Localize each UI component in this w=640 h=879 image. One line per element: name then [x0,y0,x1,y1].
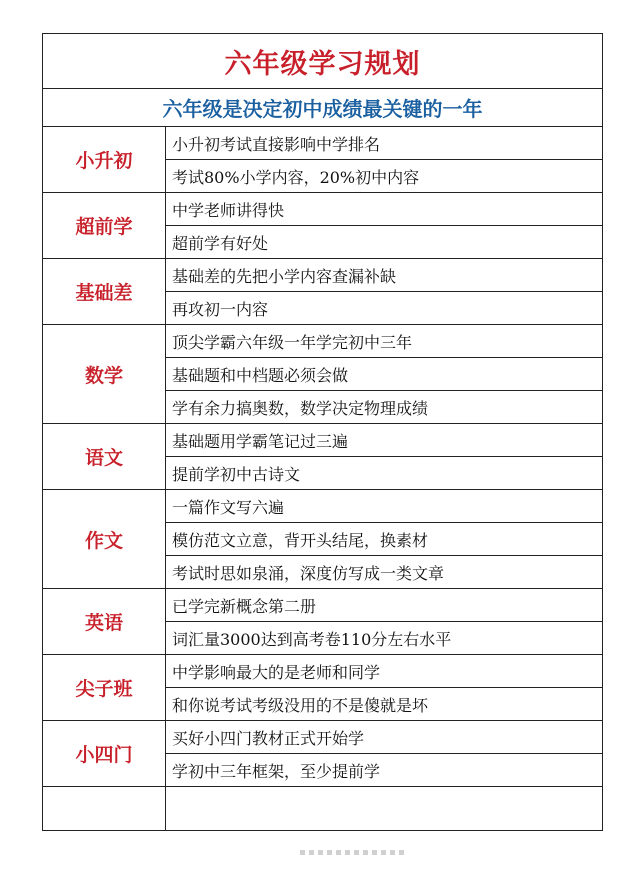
section-item: 中学老师讲得快 [166,193,603,226]
watermark-dots [300,850,404,855]
section-item: 基础题和中档题必须会做 [166,358,603,391]
section-item: 已学完新概念第二册 [166,589,603,622]
section-category: 小升初 [43,127,166,193]
section-item: 顶尖学霸六年级一年学完初中三年 [166,325,603,358]
section-row [43,490,603,523]
blank-cell [166,787,603,831]
section-category: 英语 [43,589,166,655]
section-category: 超前学 [43,193,166,259]
section-item: 学有余力搞奥数，数学决定物理成绩 [166,391,603,424]
section-item: 买好小四门教材正式开始学 [166,721,603,754]
section-item: 和你说考试考级没用的不是傻就是坏 [166,688,603,721]
section-category: 作文 [43,490,166,589]
section-category: 数学 [43,325,166,424]
section-item: 提前学初中古诗文 [166,457,603,490]
title-row [43,34,603,89]
section-item: 学初中三年框架，至少提前学 [166,754,603,787]
section-row [43,655,603,688]
section-item: 超前学有好处 [166,226,603,259]
page-subtitle: 六年级是决定初中成绩最关键的一年 [43,89,603,127]
blank-cell [43,787,166,831]
section-item: 小升初考试直接影响中学排名 [166,127,603,160]
section-row [43,193,603,226]
section-item: 基础题用学霸笔记过三遍 [166,424,603,457]
section-category: 小四门 [43,721,166,787]
section-item: 基础差的先把小学内容查漏补缺 [166,259,603,292]
page-title: 六年级学习规划 [43,34,603,89]
blank-row [43,787,603,831]
section-category: 语文 [43,424,166,490]
section-row [43,127,603,160]
subtitle-row [43,89,603,127]
section-item: 中学影响最大的是老师和同学 [166,655,603,688]
section-item: 模仿范文立意，背开头结尾，换素材 [166,523,603,556]
section-row [43,259,603,292]
section-category: 尖子班 [43,655,166,721]
study-plan-table [42,33,603,831]
section-category: 基础差 [43,259,166,325]
section-item: 词汇量3000达到高考卷110分左右水平 [166,622,603,655]
section-item: 一篇作文写六遍 [166,490,603,523]
section-item: 考试80%小学内容，20%初中内容 [166,160,603,193]
section-row [43,721,603,754]
section-row [43,589,603,622]
section-item: 再攻初一内容 [166,292,603,325]
section-item: 考试时思如泉涌，深度仿写成一类文章 [166,556,603,589]
section-row [43,424,603,457]
section-row [43,325,603,358]
